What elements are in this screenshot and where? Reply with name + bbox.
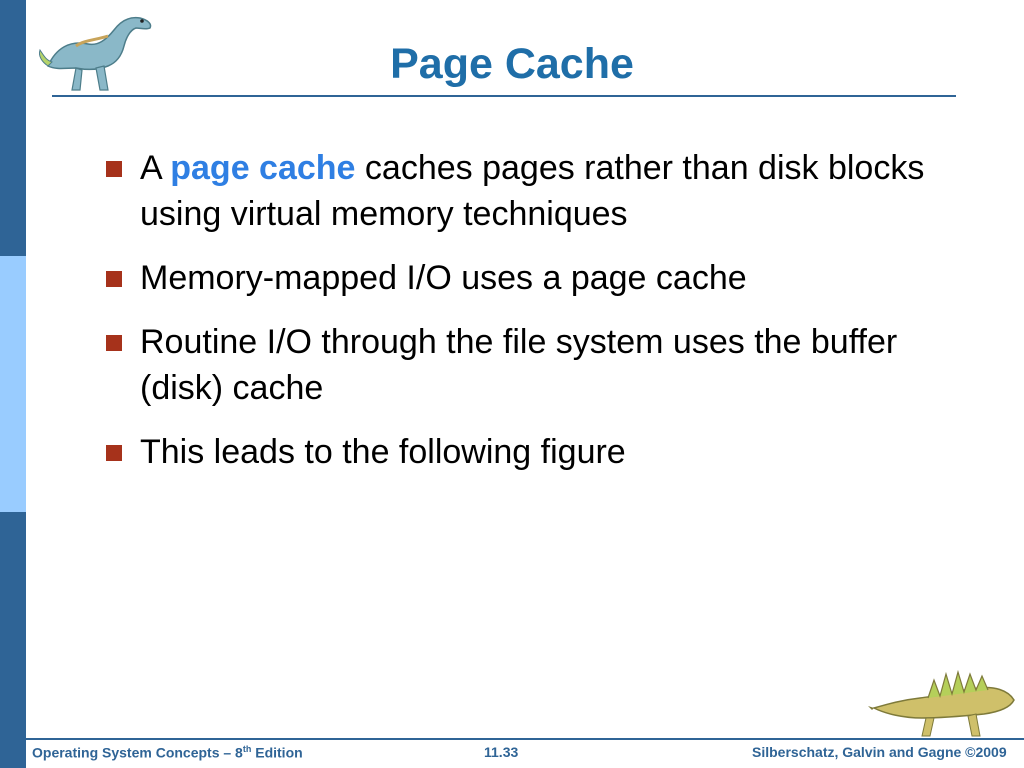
footer-authors: Silberschatz, Galvin and Gagne ©2009: [752, 744, 1007, 760]
footer-book-title: [32, 744, 303, 761]
page-number: 11.33: [484, 744, 519, 760]
bullet-list: [100, 145, 980, 493]
list-item: [100, 145, 980, 237]
square-bullet-icon: [106, 335, 122, 351]
list-item: [100, 429, 980, 475]
side-bar-top: [0, 0, 26, 256]
bullet-text: Memory-mapped I/O uses a page cache: [140, 259, 747, 297]
dinosaur-logo-icon: [36, 6, 158, 98]
side-bar-middle: [0, 256, 26, 512]
list-item: [100, 255, 980, 301]
bullet-highlight-term: page cache: [170, 149, 356, 187]
title-divider: [52, 95, 956, 97]
square-bullet-icon: [106, 445, 122, 461]
bullet-text-suffix: caches pages rather than disk blocks using virtual memory techniques: [140, 149, 925, 233]
side-bar-bottom: [0, 512, 26, 768]
bullet-text: This leads to the following figure: [140, 433, 626, 471]
dinosaur-logo-icon: [868, 660, 1018, 738]
footer-book-title-text: Operating System Concepts – 8: [32, 744, 243, 761]
bullet-text: Routine I/O through the file system uses the buffer (disk) cache: [140, 323, 898, 407]
square-bullet-icon: [106, 161, 122, 177]
square-bullet-icon: [106, 271, 122, 287]
footer-book-title-suffix: Edition: [251, 744, 303, 761]
list-item: [100, 319, 980, 411]
bullet-text-prefix: A: [140, 149, 171, 187]
page-title: Page Cache: [390, 40, 634, 88]
footer-book-title-sup: th: [242, 744, 252, 754]
footer-divider: [26, 738, 1024, 740]
